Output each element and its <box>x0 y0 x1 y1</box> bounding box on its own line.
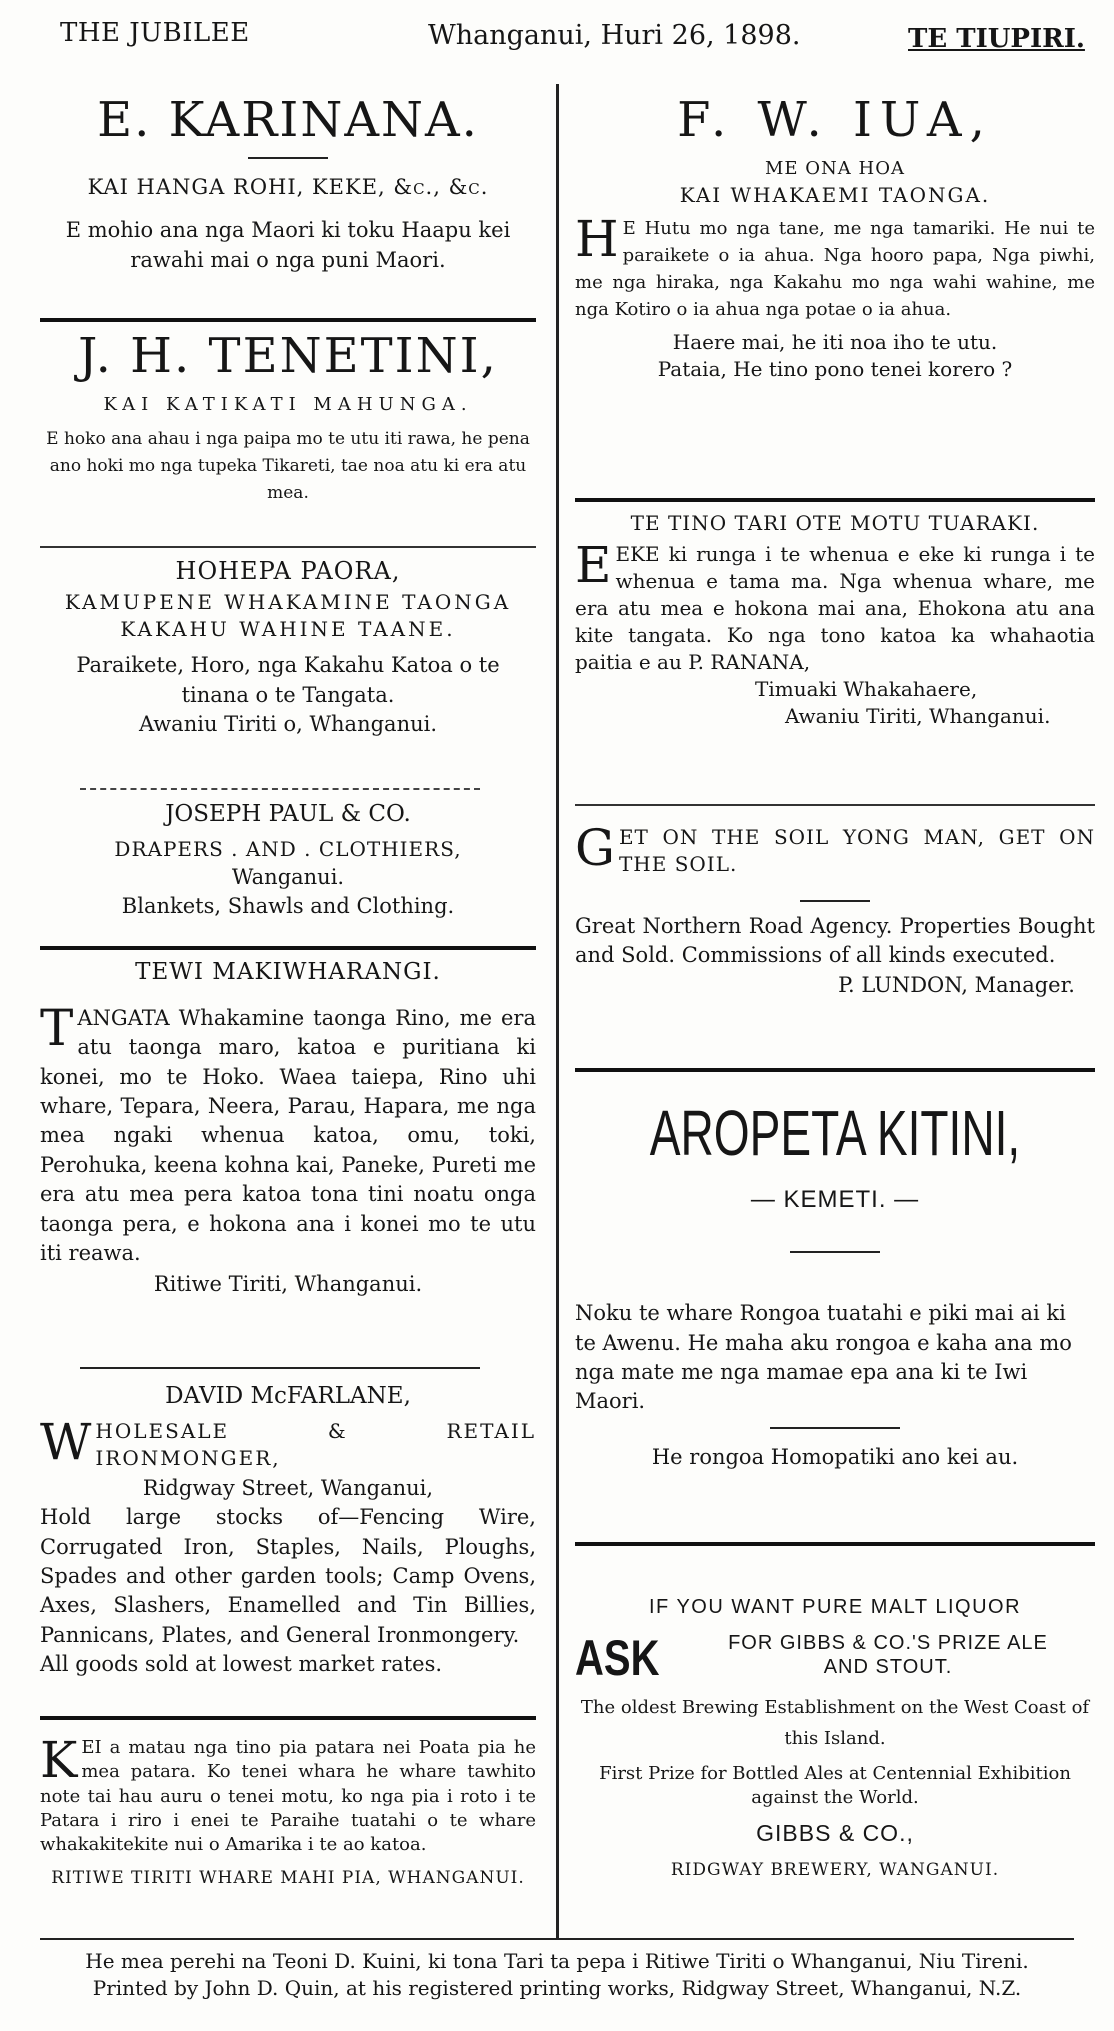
ad-name: HOHEPA PAORA, <box>175 557 401 585</box>
column-divider <box>556 84 559 1939</box>
ad-body-wrap <box>575 209 1095 323</box>
ad-town: Wanganui. <box>231 864 345 889</box>
ad-trade-wrap <box>40 1412 536 1472</box>
ad-joseph-paul <box>40 800 536 922</box>
dropcap: E <box>575 536 612 594</box>
ad-body: E hoko ana ahau i nga paipa mo te utu iti rawa, he pena ano hoki mo nga tupeka Tikareti, tae noa atu ki era atu mea. <box>46 428 530 504</box>
ad-trade: HOLESALE & RETAIL IRONMONGER, <box>95 1418 536 1470</box>
dropcap: G <box>575 819 615 877</box>
ad-address: Awaniu Tiriti o, Whanganui. <box>138 711 438 736</box>
ad-body: Noku te whare Rongoa tuatahi e piki mai ai ki te Awenu. He maha aku rongoa e kaha ana mo nga mate me nga mamae epa ana ki te Iwi Maori. <box>575 1301 1072 1414</box>
ad-iua <box>575 94 1095 383</box>
ad-body: E Hutu mo nga tane, me nga tamariki. He nui te paraikete o ia ahua. Nga hooro papa, Nga piwhi, me nga hiraka, nga Kakahu mo nga wahi wahine, me nga Kotiro o ia ahua nga potae o ia ahua. <box>575 217 1095 320</box>
ad-makiwharangi <box>40 958 536 1300</box>
ask-word: ASK <box>575 1630 660 1686</box>
ad-body: EI a matau nga tino pia patara nei Poata pia he mea patara. Ko tenei whara he whare tawhito note tai hau auru o tenei motu, ko nga pia i roto i te Patara i riro i enei te Paraihe tuatahi o te whare whakakitekite nui o Amarika i te ao katoa. <box>40 1737 536 1856</box>
section-rule <box>575 1068 1095 1072</box>
ad-address: RIDGWAY BREWERY, WANGANUI. <box>670 1859 1000 1880</box>
ad-trade: DRAPERS . AND . CLOTHIERS, <box>114 836 462 861</box>
ask-line-2: AND STOUT. <box>823 1656 953 1678</box>
ad-name: GIBBS & CO., <box>756 1819 914 1846</box>
ask-row <box>575 1629 1095 1685</box>
dropcap: T <box>40 998 74 1057</box>
ad-closing: All goods sold at lowest market rates. <box>40 1652 443 1677</box>
ad-name: DAVID McFARLANE, <box>165 1383 411 1409</box>
dashed-rule <box>80 788 480 790</box>
ad-body-1: The oldest Brewing Establishment on the West Coast of this Island. <box>580 1697 1090 1749</box>
ad-paora <box>40 556 536 739</box>
ad-kitini <box>575 1096 1095 1472</box>
ad-slogan: ET ON THE SOIL YONG MAN, GET ON THE SOIL. <box>618 825 1095 876</box>
ad-header: TE TINO TARI OTE MOTU TUARAKI. <box>630 511 1040 535</box>
dropcap: H <box>575 209 619 268</box>
ad-body: ANGATA Whakamine taonga Rino, me era atu taonga maro, katoa e puritiana ki konei, mo te Hoko. Waea taiepa, Rino uhi whare, Tepara, Neera, Parau, Hapara, me nga mea ngaki whenua katoa, omu, toki, Perohuka, keena kohna kai, Paneke, Pureti me era atu mea pera katoa tona tini noatu onga taonga pera, e hokona ana i konei mo te utu iti reawa. <box>40 1005 536 1266</box>
ad-name: JOSEPH PAUL & CO. <box>165 801 411 827</box>
ad-body: Paraikete, Horo, nga Kakahu Katoa o te tinana o te Tangata. <box>76 653 500 707</box>
ad-name: J. H. TENETINI, <box>78 328 498 384</box>
ad-name: TEWI MAKIWHARANGI. <box>135 959 441 985</box>
imprint-footer <box>40 1948 1074 2002</box>
ad-headline: IF YOU WANT PURE MALT LIQUOR <box>648 1596 1022 1618</box>
dropcap: W <box>40 1412 92 1471</box>
ad-role: Timuaki Whakahaere, <box>755 677 978 701</box>
ad-closing: He rongoa Homopatiki ano kei au. <box>651 1444 1019 1469</box>
ad-slogan-wrap <box>575 819 1095 878</box>
masthead <box>0 0 1114 60</box>
ad-body-wrap <box>40 998 536 1269</box>
imprint-maori: He mea perehi na Teoni D. Kuini, ki tona Tari ta pepa i Ritiwe Tiriti o Whanganui, Niu Tireni. <box>85 1949 1029 1973</box>
short-rule <box>800 900 870 902</box>
ad-trade: — KEMETI. — <box>750 1186 920 1213</box>
paper-title-maori: TE TIUPIRI. <box>908 24 1085 54</box>
issue-dateline: Whanganui, Huri 26, 1898. <box>428 20 801 51</box>
ad-address: Ritiwe Tiriti, Whanganui. <box>153 1272 423 1297</box>
ad-body-2: First Prize for Bottled Ales at Centennial Exhibition against the World. <box>599 1763 1071 1808</box>
ad-trade: KAI WHAKAEMI TAONGA. <box>679 182 991 207</box>
ad-body-wrap <box>575 536 1095 676</box>
paper-title-english: THE JUBILEE <box>60 18 250 48</box>
ad-body: Great Northern Road Agency. Properties Bought and Sold. Commissions of all kinds executed. <box>575 914 1095 968</box>
section-rule <box>40 1716 536 1720</box>
section-rule <box>575 1542 1095 1546</box>
ad-sub: ME ONA HOA <box>765 157 905 179</box>
ad-name: F. W. IUA, <box>677 92 993 148</box>
ad-address: Ridgway Street, Wanganui, <box>142 1475 434 1500</box>
ad-line-1: Haere mai, he iti noa iho te utu. <box>672 329 998 354</box>
section-rule <box>575 498 1095 502</box>
ad-body: Hold large stocks of—Fencing Wire, Corrugated Iron, Staples, Nails, Ploughs, Spades and other garden tools; Camp Ovens, Axes, Slashers, Enamelled and Tin Billies, Pannicans, Plates, and General Ironmongery. <box>40 1505 536 1647</box>
ad-trade: KAI KATIKATI MAHUNGA. <box>103 393 473 415</box>
ad-signature: RITIWE TIRITI WHARE MAHI PIA, WHANGANUI. <box>51 1868 525 1889</box>
ad-line-2: Pataia, He tino pono tenei korero ? <box>657 356 1013 381</box>
short-rule <box>80 1367 480 1369</box>
ad-body: EKE ki runga i te whenua e eke ki runga i te whenua e tama ma. Nga whenua whare, me era atu mea e hokona mai ana, Ehokona atu ana kite tangata. Ko nga tono katoa ka whahaotia paitia e au P. RANANA, <box>575 542 1095 674</box>
short-rule <box>790 1251 880 1253</box>
ad-address: Awaniu Tiriti, Whanganui. <box>785 704 1051 728</box>
ad-signature: P. LUNDON, Manager. <box>838 972 1075 997</box>
footer-rule <box>40 1938 1074 1940</box>
ask-text <box>683 1631 1093 1679</box>
section-rule <box>40 546 536 548</box>
ad-tenetini <box>40 330 536 507</box>
ad-gibbs <box>575 1594 1095 1883</box>
section-rule <box>575 804 1095 806</box>
ad-mcfarlane <box>40 1382 536 1680</box>
section-rule <box>40 318 536 322</box>
divider <box>248 157 328 159</box>
ad-goods: Blankets, Shawls and Clothing. <box>121 894 455 919</box>
ad-ranana <box>575 510 1095 730</box>
section-rule <box>40 946 536 950</box>
ad-name: E. KARINANA. <box>97 92 479 148</box>
ad-body: E mohio ana nga Maori ki toku Haapu kei rawahi mai o nga puni Maori. <box>65 218 511 272</box>
ad-patara <box>40 1731 536 1891</box>
ask-line-1: FOR GIBBS & CO.'S PRIZE ALE <box>728 1632 1048 1654</box>
ad-trade: KAMUPENE WHAKAMINE TAONGA KAKAHU WAHINE TAANE. <box>64 590 512 642</box>
divider <box>770 1427 900 1429</box>
ad-lundon <box>575 819 1095 1000</box>
imprint-english: Printed by John D. Quin, at his registered printing works, Ridgway Street, Whanganui, N.Z. <box>92 1976 1022 2000</box>
ad-body-wrap <box>40 1731 536 1857</box>
ad-karinana <box>40 94 536 275</box>
ad-name: AROPETA KITINI, <box>649 1097 1021 1169</box>
dropcap: K <box>40 1731 78 1789</box>
ad-trade: KAI HANGA ROHI, KEKE, &c., &c. <box>87 174 489 199</box>
